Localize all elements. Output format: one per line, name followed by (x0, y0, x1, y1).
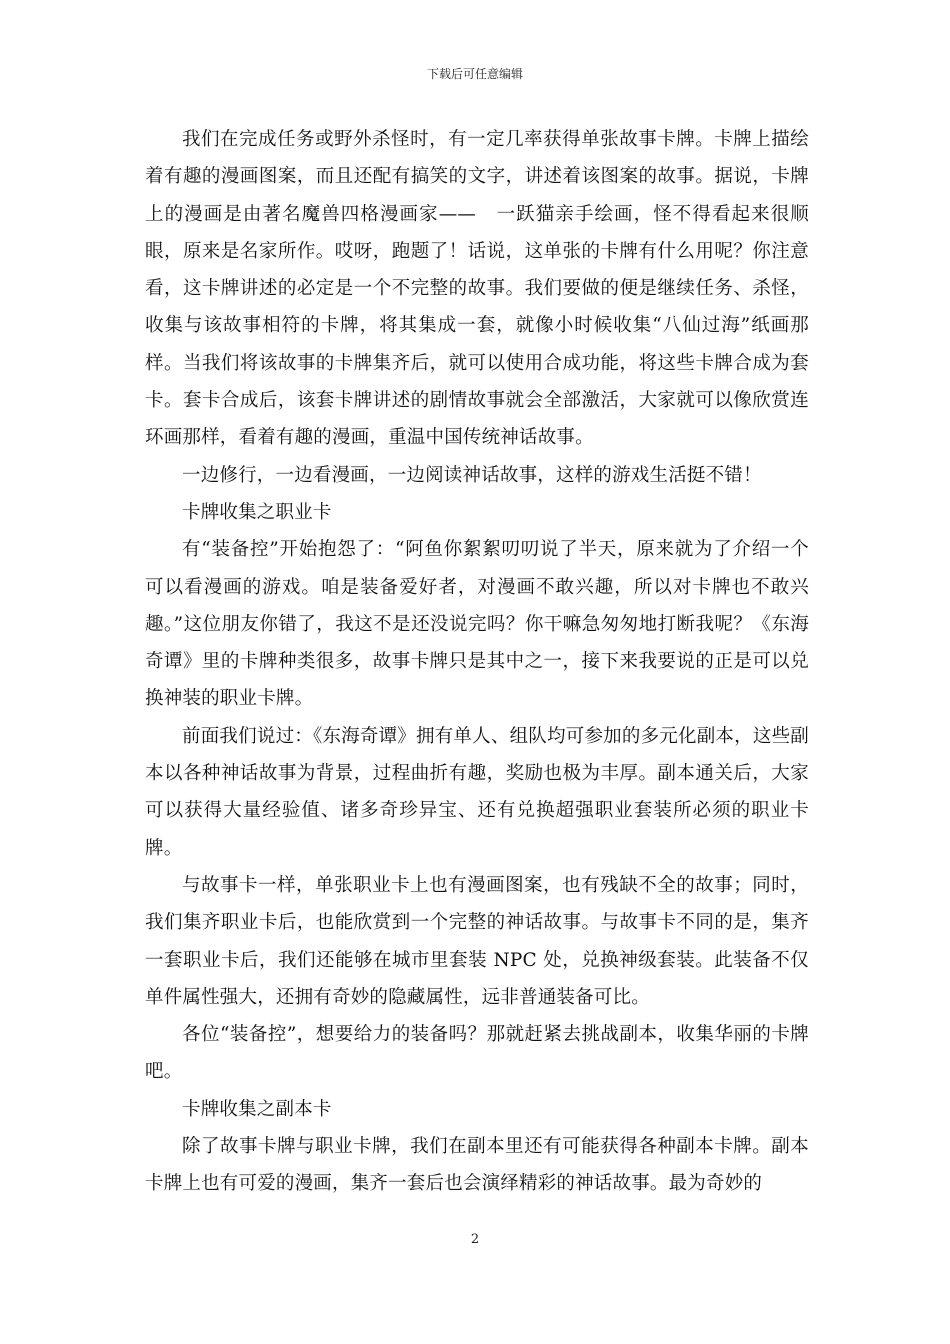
page-number: 2 (470, 1232, 480, 1247)
document-body (145, 121, 809, 1203)
paragraph-equipment-fans: 有“装备控”开始抱怨了：“阿鱼你絮絮叨叨说了半天，原来就为了介绍一个可以看漫画的游戏。咱是装备爱好者，对漫画不敢兴趣，所以对卡牌也不敢兴趣。”这位朋友你错了，我这不是还没说完吗？你干嘛急匆匆地打断我呢？《东海奇谭》里的卡牌种类很多，故事卡牌只是其中之一，接下来我要说的正是可以兑换神装的职业卡牌。 (145, 539, 809, 710)
page-header: 下载后可任意编辑 (426, 67, 523, 81)
section-heading-career-cards: 卡牌收集之职业卡 (182, 501, 332, 523)
paragraph-dungeon-cards: 除了故事卡牌与职业卡牌，我们在副本里还有可能获得各种副本卡牌。副本卡牌上也有可爱的漫画，集齐一套后也会演绎精彩的神话故事。最为奇妙的 (145, 1136, 809, 1195)
paragraph-dungeons: 前面我们说过：《东海奇谭》拥有单人、组队均可参加的多元化副本，这些副本以各种神话故事为背景，过程曲折有趣，奖励也极为丰厚。副本通关后，大家可以获得大量经验值、诸多奇珍异宝、还有兑换超强职业套装所必须的职业卡牌。 (145, 725, 809, 859)
paragraph-summary: 一边修行，一边看漫画，一边阅读神话故事，这样的游戏生活挺不错！ (182, 464, 762, 486)
section-heading-dungeon-cards: 卡牌收集之副本卡 (182, 1098, 332, 1120)
paragraph-career-card-details: 与故事卡一样，单张职业卡上也有漫画图案，也有残缺不全的故事；同时，我们集齐职业卡后，也能欣赏到一个完整的神话故事。与故事卡不同的是，集齐一套职业卡后，我们还能够在城市里套装 NPC 处，兑换神级套装。此装备不仅单件属性强大，还拥有奇妙的隐藏属性，远非普通装备可比。 (145, 874, 809, 1008)
paragraph-story-cards: 我们在完成任务或野外杀怪时，有一定几率获得单张故事卡牌。卡牌上描绘着有趣的漫画图案，而且还配有搞笑的文字，讲述着该图案的故事。据说，卡牌上的漫画是由著名魔兽四格漫画家—— 一跃猫亲手绘画，怪不得看起来很顺眼，原来是名家所作。哎呀，跑题了！话说，这单张的卡牌有什么用呢？你注意看，这卡牌讲述的必定是一个不完整的故事。我们要做的便是继续任务、杀怪，收集与该故事相符的卡牌，将其集成一套，就像小时候收集“八仙过海”纸画那样。当我们将该故事的卡牌集齐后，就可以使用合成功能，将这些卡牌合成为套卡。套卡合成后，该套卡牌讲述的剧情故事就会全部激活，大家就可以像欣赏连环画那样，看着有趣的漫画，重温中国传统神话故事。 (145, 129, 809, 449)
paragraph-call-to-action: 各位“装备控”，想要给力的装备吗？那就赶紧去挑战副本，收集华丽的卡牌吧。 (145, 1024, 809, 1083)
